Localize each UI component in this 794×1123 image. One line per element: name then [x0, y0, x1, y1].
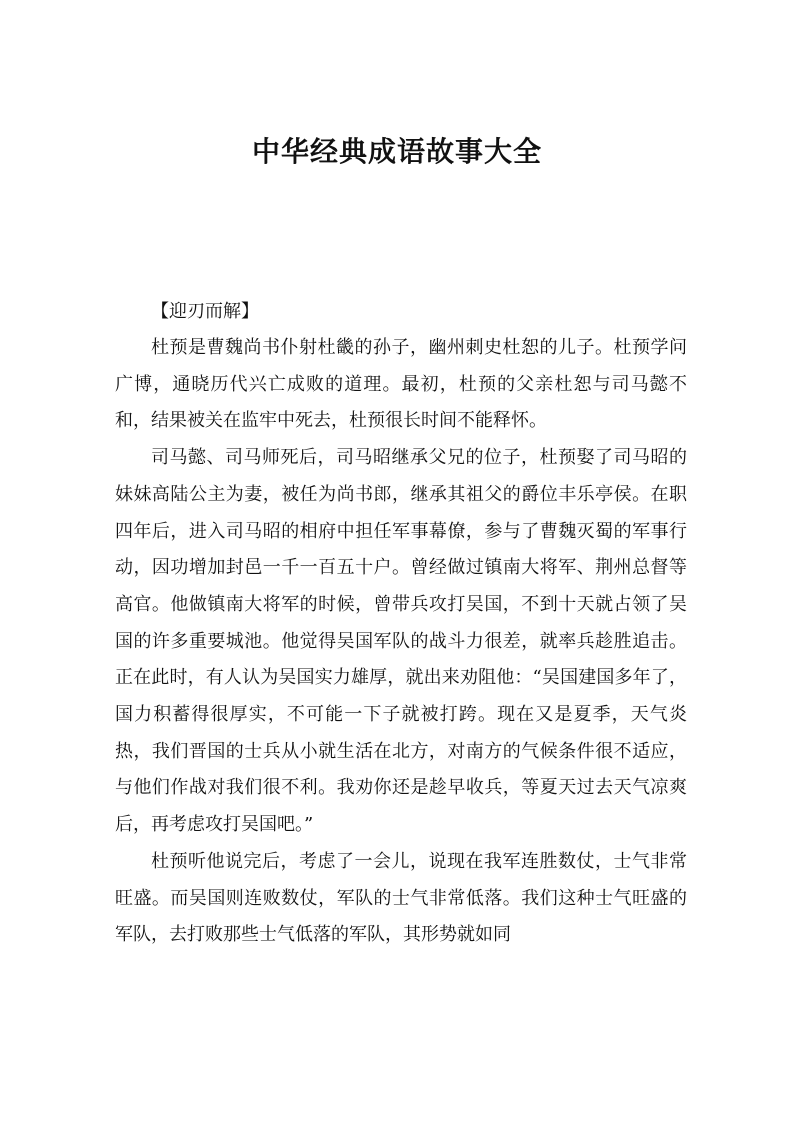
paragraph-3: 杜预听他说完后，考虑了一会儿，说现在我军连胜数仗，士气非常旺盛。而吴国则连败数仗，军队的士气非常低落。我们这种士气旺盛的军队，去打败那些士气低落的军队，其形势就如同: [115, 850, 687, 946]
paragraph-1: 杜预是曹魏尚书仆射杜畿的孙子，幽州刺史杜恕的儿子。杜预学问广博，通晓历代兴亡成败的道理。最初，杜预的父亲杜恕与司马懿不和，结果被关在监牢中死去，杜预很长时间不能释怀。: [115, 337, 687, 432]
document-body: [115, 294, 687, 954]
paragraph-2: 司马懿、司马师死后，司马昭继承父兄的位子，杜预娶了司马昭的妹妹高陆公主为妻，被任为尚书郎，继承其祖父的爵位丰乐亭侯。在职四年后，进入司马昭的相府中担任军事幕僚，参与了曹魏灭蜀的军事行动，因功增加封邑一千一百五十户。曾经做过镇南大将军、荆州总督等高官。他做镇南大将军的时候，曾带兵攻打吴国，不到十天就占领了吴国的许多重要城池。他觉得吴国军队的战斗力很差，就率兵趁胜追击。正在此时，有人认为吴国实力雄厚，就出来劝阻他：“吴国建国多年了，国力积蓄得很厚实，不可能一下子就被打跨。现在又是夏季，天气炎热，我们晋国的士兵从小就生活在北方，对南方的气候条件很不适应，与他们作战对我们很不利。我劝你还是趁早收兵，等夏天过去天气凉爽后，再考虑攻打吴国吧。”: [115, 447, 687, 836]
document-title: 中华经典成语故事大全: [251, 135, 542, 168]
section-label: 【迎刃而解】: [151, 301, 259, 322]
